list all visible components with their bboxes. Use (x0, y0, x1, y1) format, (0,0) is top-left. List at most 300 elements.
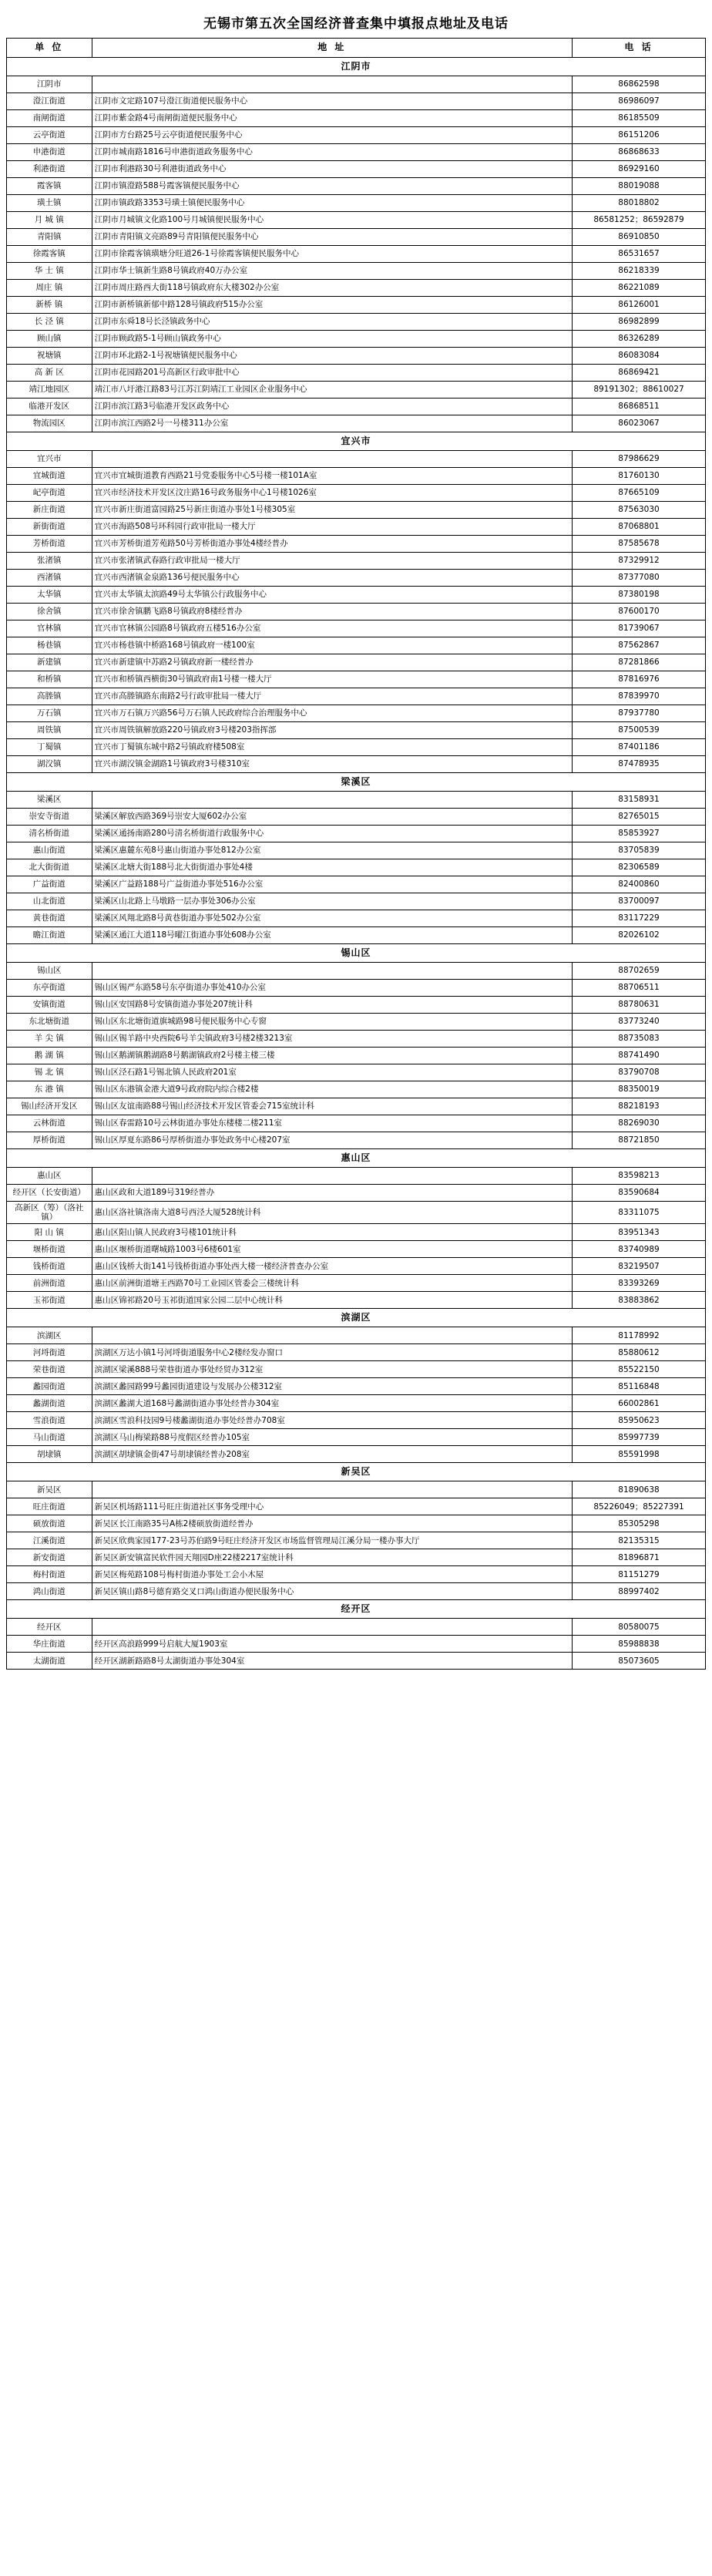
cell-phone: 82306589 (573, 859, 706, 876)
table-row (7, 927, 706, 944)
cell-unit: 徐舍镇 (7, 604, 92, 620)
cell-unit: 靖江地园区 (7, 382, 92, 399)
cell-unit: 张渚镇 (7, 553, 92, 570)
cell-address: 梁溪区惠麓东苑8号惠山街道办事处812办公室 (92, 842, 572, 859)
table-row (7, 1292, 706, 1309)
cell-phone: 87562867 (573, 637, 706, 654)
table-row (7, 739, 706, 756)
table-row (7, 536, 706, 553)
cell-address: 靖江市八圩港江路83号江苏江阴靖江工业园区企业服务中心 (92, 382, 572, 399)
table-row (7, 654, 706, 671)
cell-unit: 高新区（筹）（洛社镇） (7, 1202, 92, 1224)
contact-table (6, 38, 706, 1670)
table-row (7, 842, 706, 859)
table-row (7, 1014, 706, 1031)
table-row (7, 1481, 706, 1498)
table-row (7, 1619, 706, 1636)
cell-address: 宜兴市万石镇万兴路56号万石镇人民政府综合治理服务中心 (92, 705, 572, 722)
cell-unit: 周庄 镇 (7, 280, 92, 297)
cell-address: 经开区高浪路999号启航大厦1903室 (92, 1636, 572, 1653)
cell-unit: 阳 山 镇 (7, 1224, 92, 1241)
cell-address: 滨湖区雪浪科技园9号楼蠡湖街道办事处经普办708室 (92, 1412, 572, 1429)
cell-phone: 89191302；88610027 (573, 382, 706, 399)
cell-address: 江阴市环北路2-1号祝塘镇便民服务中心 (92, 348, 572, 365)
cell-unit: 雪浪街道 (7, 1412, 92, 1429)
table-row (7, 110, 706, 127)
table-row (7, 876, 706, 893)
cell-unit: 芳桥街道 (7, 536, 92, 553)
cell-unit: 锡 北 镇 (7, 1064, 92, 1081)
cell-address: 江阴市滨江西路2号一号楼311办公室 (92, 415, 572, 432)
cell-address: 江阴市镇澄路588号霞客镇便民服务中心 (92, 178, 572, 195)
cell-address: 宜兴市经济技术开发区汶庄路16号政务服务中心1号楼1026室 (92, 485, 572, 502)
cell-unit: 硕放街道 (7, 1515, 92, 1532)
cell-address: 梁溪区山北路上马墩路一层办事处306办公室 (92, 893, 572, 910)
cell-address: 惠山区堰桥街道曙城路1003号6楼601室 (92, 1241, 572, 1258)
table-row (7, 365, 706, 382)
cell-address: 锡山区东北塘街道旗城路98号便民服务中心专窗 (92, 1014, 572, 1031)
cell-phone: 85997739 (573, 1429, 706, 1446)
cell-phone: 88350019 (573, 1081, 706, 1098)
table-row (7, 1258, 706, 1275)
section-header-row (7, 1149, 706, 1168)
table-row (7, 1132, 706, 1149)
cell-address: 梁溪区风翔北路8号黄巷街道办事处502办公室 (92, 910, 572, 927)
cell-address: 江阴市徐霞客镇璜塘分旺道26-1号徐霞客镇便民服务中心 (92, 246, 572, 263)
cell-address: 锡山区友谊南路88号锡山经济技术开发区管委会715室统计科 (92, 1098, 572, 1115)
cell-phone: 87839970 (573, 688, 706, 705)
cell-address: 惠山区钱桥大街141号钱桥街道办事处西大楼一楼经济普查办公室 (92, 1258, 572, 1275)
cell-phone: 80580075 (573, 1619, 706, 1636)
cell-phone: 85988838 (573, 1636, 706, 1653)
cell-address: 梁溪区北塘大街188号北大街街道办事处4楼 (92, 859, 572, 876)
table-row (7, 1031, 706, 1048)
cell-address: 锡山区厚夏东路86号厚桥街道办事处政务中心楼207室 (92, 1132, 572, 1149)
cell-unit: 澄江街道 (7, 93, 92, 110)
cell-address (92, 1327, 572, 1344)
table-row (7, 161, 706, 178)
table-row (7, 415, 706, 432)
cell-phone: 85073605 (573, 1653, 706, 1670)
cell-phone: 86151206 (573, 127, 706, 144)
cell-phone: 87401186 (573, 739, 706, 756)
cell-unit: 新建镇 (7, 654, 92, 671)
cell-phone: 88741490 (573, 1048, 706, 1064)
cell-address: 宜兴市官林镇公园路8号镇政府五楼516办公室 (92, 620, 572, 637)
cell-unit: 惠山街道 (7, 842, 92, 859)
cell-unit: 霞客镇 (7, 178, 92, 195)
cell-address: 宜兴市太华镇太滨路49号太华镇公行政服务中心 (92, 587, 572, 604)
table-row (7, 1275, 706, 1292)
table-row (7, 280, 706, 297)
cell-address: 江阴市滨江路3号临港开发区政务中心 (92, 399, 572, 415)
cell-phone: 83598213 (573, 1168, 706, 1185)
cell-phone: 86868511 (573, 399, 706, 415)
cell-phone: 86929160 (573, 161, 706, 178)
cell-address: 宜兴市徐舍镇鹏飞路8号镇政府8楼经普办 (92, 604, 572, 620)
cell-phone: 85853927 (573, 826, 706, 842)
cell-unit: 江溪街道 (7, 1532, 92, 1549)
cell-phone: 86531657 (573, 246, 706, 263)
cell-address: 江阴市东舜18号长泾镇政务中心 (92, 314, 572, 331)
cell-unit: 月 城 镇 (7, 212, 92, 229)
table-row (7, 195, 706, 212)
cell-phone: 81760130 (573, 468, 706, 485)
section-header-row (7, 773, 706, 792)
table-row (7, 144, 706, 161)
cell-address: 江阴市城南路1816号申港街道政务服务中心 (92, 144, 572, 161)
table-row (7, 688, 706, 705)
cell-unit: 崇安寺街道 (7, 809, 92, 826)
cell-phone: 88019088 (573, 178, 706, 195)
table-row (7, 604, 706, 620)
table-row (7, 1566, 706, 1583)
column-header-unit: 单 位 (7, 39, 92, 58)
cell-phone: 88721850 (573, 1132, 706, 1149)
cell-phone: 87329912 (573, 553, 706, 570)
table-row (7, 519, 706, 536)
cell-address: 锡山区鹅湖镇鹅湖路8号鹅湖镇政府2号楼主楼三楼 (92, 1048, 572, 1064)
cell-phone: 83590684 (573, 1185, 706, 1202)
cell-unit: 宜兴市 (7, 451, 92, 468)
table-row (7, 382, 706, 399)
cell-address: 宜兴市西渚镇金泉路136号便民服务中心 (92, 570, 572, 587)
cell-phone: 87665109 (573, 485, 706, 502)
table-row (7, 963, 706, 980)
cell-address: 滨湖区胡埭镇金街47号胡埭镇经普办208室 (92, 1446, 572, 1463)
cell-unit: 东 港 镇 (7, 1081, 92, 1098)
cell-unit: 清名桥街道 (7, 826, 92, 842)
table-row (7, 1498, 706, 1515)
cell-unit: 宜城街道 (7, 468, 92, 485)
cell-unit: 惠山区 (7, 1168, 92, 1185)
cell-phone: 87068801 (573, 519, 706, 536)
cell-address: 江阴市镇政路3353号璜土镇便民服务中心 (92, 195, 572, 212)
cell-phone: 83158931 (573, 792, 706, 809)
table-row (7, 502, 706, 519)
cell-unit: 杨巷镇 (7, 637, 92, 654)
table-row (7, 1446, 706, 1463)
cell-phone: 87563030 (573, 502, 706, 519)
cell-unit: 山北街道 (7, 893, 92, 910)
table-row (7, 1168, 706, 1185)
section-header-row (7, 944, 706, 963)
cell-unit: 羊 尖 镇 (7, 1031, 92, 1048)
table-row (7, 1395, 706, 1412)
table-row (7, 246, 706, 263)
table-row (7, 331, 706, 348)
section-title: 惠山区 (7, 1149, 706, 1168)
cell-unit: 云亭街道 (7, 127, 92, 144)
cell-address (92, 1168, 572, 1185)
cell-address: 新吴区欣典家园177-23号苏伯路9号旺庄经济开发区市场监督管理局江溪分局一楼办事大厅 (92, 1532, 572, 1549)
cell-address: 锡山区锡羊路中央西院6号羊尖镇政府3号楼2楼3213室 (92, 1031, 572, 1048)
cell-address: 惠山区阳山镇人民政府3号楼101统计科 (92, 1224, 572, 1241)
cell-address: 锡山区锡严东路58号东亭街道办事处410办公室 (92, 980, 572, 997)
table-row (7, 76, 706, 93)
cell-address: 惠山区锦祁路20号玉祁街道国家公园二层中心统计科 (92, 1292, 572, 1309)
table-row (7, 722, 706, 739)
cell-unit: 荣巷街道 (7, 1361, 92, 1378)
cell-phone: 85226049；85227391 (573, 1498, 706, 1515)
cell-phone: 83740989 (573, 1241, 706, 1258)
cell-phone: 83705839 (573, 842, 706, 859)
cell-address: 宜兴市海路508号环科园行政审批局一楼大厅 (92, 519, 572, 536)
cell-unit: 马山街道 (7, 1429, 92, 1446)
cell-phone: 88780631 (573, 997, 706, 1014)
section-header-row (7, 58, 706, 76)
cell-phone: 87500539 (573, 722, 706, 739)
table-row (7, 705, 706, 722)
cell-phone: 86910850 (573, 229, 706, 246)
table-row (7, 263, 706, 280)
cell-phone: 85116848 (573, 1378, 706, 1395)
cell-unit: 屺亭街道 (7, 485, 92, 502)
table-row (7, 1653, 706, 1670)
cell-phone: 83219507 (573, 1258, 706, 1275)
cell-phone: 85591998 (573, 1446, 706, 1463)
cell-phone: 81896871 (573, 1549, 706, 1566)
table-row (7, 1532, 706, 1549)
cell-unit: 经开区 (7, 1619, 92, 1636)
cell-unit: 梁溪区 (7, 792, 92, 809)
table-row (7, 1549, 706, 1566)
cell-address: 惠山区洛社镇洛南大道8号西泾大厦528统计科 (92, 1202, 572, 1224)
table-row (7, 127, 706, 144)
cell-phone: 86083084 (573, 348, 706, 365)
table-row (7, 1378, 706, 1395)
cell-phone: 88702659 (573, 963, 706, 980)
cell-address: 宜兴市芳桥街道芳苑路50号芳桥街道办事处4楼经普办 (92, 536, 572, 553)
cell-unit: 滨湖区 (7, 1327, 92, 1344)
cell-phone: 81151279 (573, 1566, 706, 1583)
cell-address: 江阴市利港路30号利港街道政务中心 (92, 161, 572, 178)
table-row (7, 399, 706, 415)
table-row (7, 1241, 706, 1258)
cell-phone: 87986629 (573, 451, 706, 468)
cell-address: 滨湖区梁溪888号荣巷街道办事处经贸办312室 (92, 1361, 572, 1378)
cell-phone: 86862598 (573, 76, 706, 93)
cell-unit: 西渚镇 (7, 570, 92, 587)
cell-unit: 湖㳇镇 (7, 756, 92, 773)
table-row (7, 297, 706, 314)
cell-unit: 蠡园街道 (7, 1378, 92, 1395)
cell-phone: 87377080 (573, 570, 706, 587)
table-row (7, 348, 706, 365)
cell-phone: 86126001 (573, 297, 706, 314)
cell-phone: 83951343 (573, 1224, 706, 1241)
cell-unit: 瞻江街道 (7, 927, 92, 944)
cell-unit: 梅村街道 (7, 1566, 92, 1583)
cell-address: 滨湖区马山梅梁路88号度假区经普办105室 (92, 1429, 572, 1446)
cell-unit: 云林街道 (7, 1115, 92, 1132)
cell-address: 梁溪区通扬南路280号清名桥街道行政服务中心 (92, 826, 572, 842)
column-header-address: 地 址 (92, 39, 572, 58)
cell-phone: 88218193 (573, 1098, 706, 1115)
cell-unit: 官林镇 (7, 620, 92, 637)
cell-phone: 88269030 (573, 1115, 706, 1132)
table-row (7, 1115, 706, 1132)
table-row (7, 859, 706, 876)
table-row (7, 553, 706, 570)
cell-unit: 万石镇 (7, 705, 92, 722)
table-row (7, 229, 706, 246)
table-row (7, 468, 706, 485)
cell-unit: 临港开发区 (7, 399, 92, 415)
cell-address: 新吴区镇山路8号德育路交叉口鸿山街道办便民服务中心 (92, 1583, 572, 1600)
table-row (7, 314, 706, 331)
cell-unit: 胡埭镇 (7, 1446, 92, 1463)
section-header-row (7, 1463, 706, 1481)
cell-unit: 厚桥街道 (7, 1132, 92, 1149)
cell-unit: 黄巷街道 (7, 910, 92, 927)
cell-unit: 丁蜀镇 (7, 739, 92, 756)
cell-unit: 安镇街道 (7, 997, 92, 1014)
cell-unit: 钱桥街道 (7, 1258, 92, 1275)
table-row (7, 1202, 706, 1224)
cell-unit: 锡山经济开发区 (7, 1098, 92, 1115)
cell-unit: 江阴市 (7, 76, 92, 93)
cell-address: 宜兴市和桥镇西横街30号镇政府南1号楼一楼大厅 (92, 671, 572, 688)
cell-unit: 东亭街道 (7, 980, 92, 997)
cell-unit: 新吴区 (7, 1481, 92, 1498)
cell-unit: 南闸街道 (7, 110, 92, 127)
cell-address: 宜兴市湖㳇镇金湖路1号镇政府3号楼310室 (92, 756, 572, 773)
cell-unit: 高塍镇 (7, 688, 92, 705)
cell-unit: 太湖街道 (7, 1653, 92, 1670)
cell-phone: 87478935 (573, 756, 706, 773)
cell-unit: 徐霞客镇 (7, 246, 92, 263)
cell-phone: 88997402 (573, 1583, 706, 1600)
cell-address: 宜兴市新建镇中苏路2号镇政府新一楼经普办 (92, 654, 572, 671)
cell-unit: 鹅 湖 镇 (7, 1048, 92, 1064)
table-row (7, 485, 706, 502)
cell-address: 江阴市花园路201号高新区行政审批中心 (92, 365, 572, 382)
cell-phone: 85880612 (573, 1344, 706, 1361)
table-row (7, 980, 706, 997)
cell-unit: 蠡湖街道 (7, 1395, 92, 1412)
cell-address: 宜兴市丁蜀镇东城中路2号镇政府楼508室 (92, 739, 572, 756)
table-row (7, 809, 706, 826)
cell-phone: 86868633 (573, 144, 706, 161)
cell-unit: 和桥镇 (7, 671, 92, 688)
cell-phone: 86185509 (573, 110, 706, 127)
cell-phone: 86869421 (573, 365, 706, 382)
table-row (7, 1064, 706, 1081)
section-title: 江阴市 (7, 58, 706, 76)
cell-address: 宜兴市宜城街道教育西路21号党委服务中心5号楼一楼101A室 (92, 468, 572, 485)
table-body (7, 58, 706, 1670)
cell-address: 梁溪区通江大道118号曜江街道办事处608办公室 (92, 927, 572, 944)
cell-phone: 88706511 (573, 980, 706, 997)
cell-unit: 新庄街道 (7, 502, 92, 519)
cell-phone: 85522150 (573, 1361, 706, 1378)
cell-phone: 82765015 (573, 809, 706, 826)
cell-unit: 锡山区 (7, 963, 92, 980)
cell-phone: 87600170 (573, 604, 706, 620)
section-title: 经开区 (7, 1600, 706, 1619)
cell-unit: 河埒街道 (7, 1344, 92, 1361)
cell-address (92, 451, 572, 468)
table-row (7, 570, 706, 587)
cell-address: 江阴市华士镇新生路8号镇政府40万办公室 (92, 263, 572, 280)
section-title: 滨湖区 (7, 1309, 706, 1327)
section-title: 梁溪区 (7, 773, 706, 792)
table-row (7, 1048, 706, 1064)
cell-phone: 83117229 (573, 910, 706, 927)
cell-phone: 66002861 (573, 1395, 706, 1412)
cell-address: 锡山区春雷路10号云林街道办事处东楼楼二楼211室 (92, 1115, 572, 1132)
cell-unit: 广益街道 (7, 876, 92, 893)
cell-address (92, 76, 572, 93)
cell-phone: 86023067 (573, 415, 706, 432)
table-row (7, 1515, 706, 1532)
cell-phone: 86218339 (573, 263, 706, 280)
cell-unit: 利港街道 (7, 161, 92, 178)
cell-phone: 83311075 (573, 1202, 706, 1224)
table-row (7, 1361, 706, 1378)
cell-unit: 顾山镇 (7, 331, 92, 348)
cell-address: 新吴区长江南路35号A栋2楼硕放街道经普办 (92, 1515, 572, 1532)
table-row (7, 587, 706, 604)
cell-address: 江阴市月城镇文化路100号月城镇便民服务中心 (92, 212, 572, 229)
table-row (7, 910, 706, 927)
cell-phone: 87380198 (573, 587, 706, 604)
cell-address: 新吴区机场路111号旺庄街道社区事务受理中心 (92, 1498, 572, 1515)
table-row (7, 893, 706, 910)
cell-address: 宜兴市张渚镇武春路行政审批局一楼大厅 (92, 553, 572, 570)
cell-unit: 鸿山街道 (7, 1583, 92, 1600)
table-row (7, 637, 706, 654)
cell-unit: 华庄街道 (7, 1636, 92, 1653)
cell-unit: 长 泾 镇 (7, 314, 92, 331)
cell-address: 宜兴市杨巷镇中桥路168号镇政府一楼100室 (92, 637, 572, 654)
cell-phone: 86221089 (573, 280, 706, 297)
table-row (7, 178, 706, 195)
table-row (7, 1636, 706, 1653)
cell-address (92, 1619, 572, 1636)
cell-address: 惠山区前洲街道塘王西路70号工业园区管委会三楼统计科 (92, 1275, 572, 1292)
section-title: 锡山区 (7, 944, 706, 963)
cell-address: 江阴市青阳镇文亮路89号青阳镇便民服务中心 (92, 229, 572, 246)
cell-unit: 华 士 镇 (7, 263, 92, 280)
section-header-row (7, 432, 706, 451)
cell-address: 宜兴市周铁镇解放路220号镇政府3号楼203指挥部 (92, 722, 572, 739)
table-row (7, 792, 706, 809)
table-row (7, 1185, 706, 1202)
table-row (7, 1081, 706, 1098)
cell-phone: 81739067 (573, 620, 706, 637)
cell-unit: 祝塘镇 (7, 348, 92, 365)
cell-address: 江阴市方台路25号云亭街道便民服务中心 (92, 127, 572, 144)
cell-unit: 前洲街道 (7, 1275, 92, 1292)
table-row (7, 93, 706, 110)
cell-unit: 太华镇 (7, 587, 92, 604)
cell-unit: 周铁镇 (7, 722, 92, 739)
cell-unit: 旺庄街道 (7, 1498, 92, 1515)
table-row (7, 451, 706, 468)
table-row (7, 1224, 706, 1241)
cell-unit: 申港街道 (7, 144, 92, 161)
cell-unit: 高 新 区 (7, 365, 92, 382)
cell-unit: 东北塘街道 (7, 1014, 92, 1031)
cell-address: 江阴市顾政路5-1号顾山镇政务中心 (92, 331, 572, 348)
cell-address: 梁溪区广益路188号广益街道办事处516办公室 (92, 876, 572, 893)
cell-address: 滨湖区蠡园路99号蠡园街道建设与发展办公楼312室 (92, 1378, 572, 1395)
cell-phone: 82400860 (573, 876, 706, 893)
cell-phone: 88735083 (573, 1031, 706, 1048)
cell-phone: 82026102 (573, 927, 706, 944)
